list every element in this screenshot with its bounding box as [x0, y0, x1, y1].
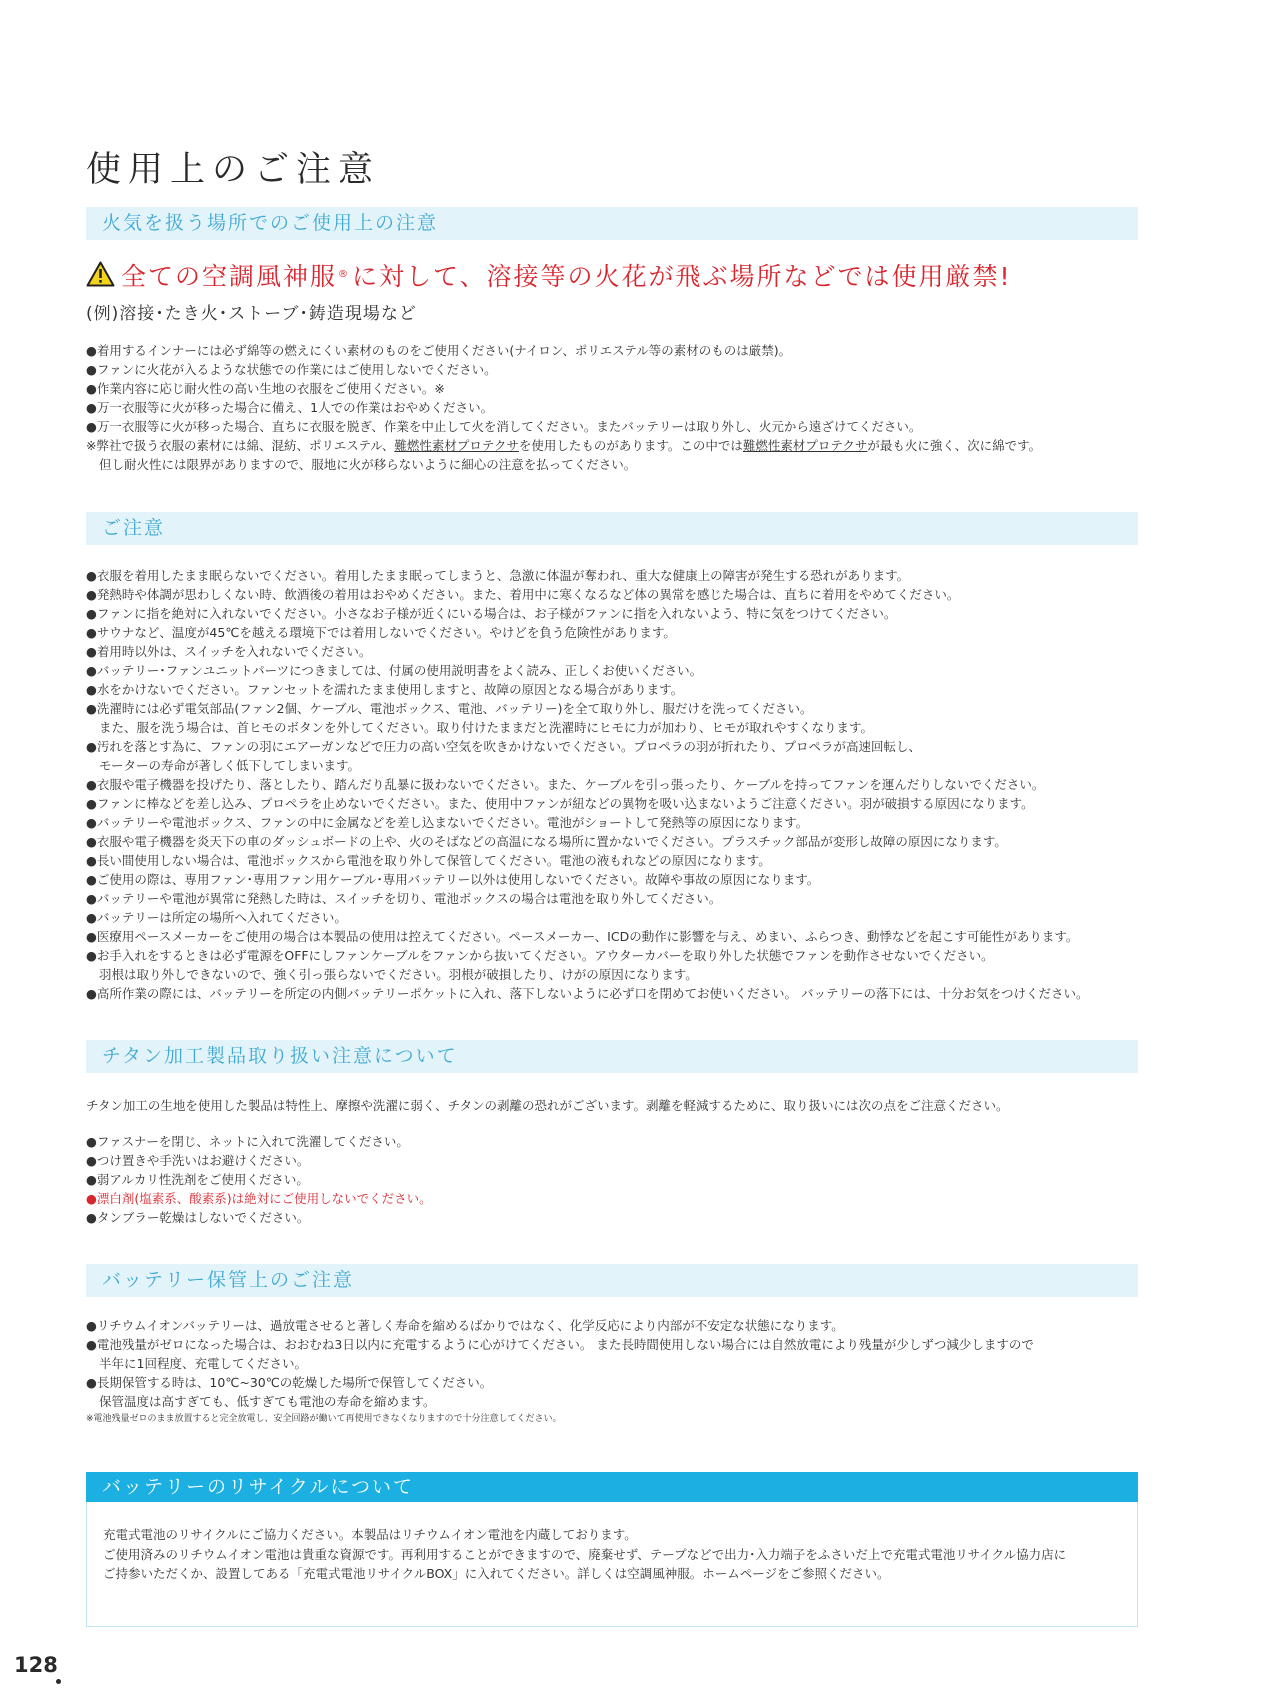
warning-triangle-icon: [86, 261, 115, 287]
list-item: ●万一衣服等に火が移った場合、直ちに衣服を脱ぎ、作業を中止して火を消してください。またバッテリーは取り外し、火元から遠ざけてください。: [86, 419, 922, 434]
list-item: ●長い間使用しない場合は、電池ボックスから電池を取り外して保管してください。電池の液もれなどの原因になります。: [86, 853, 771, 868]
recycle-line: ご使用済みのリチウムイオン電池は貴重な資源です。再利用することができますので、廃棄せず、テープなどで出力･入力端子をふさいだ上で充電式電池リサイクル協力店に: [103, 1546, 1067, 1562]
list-item-continuation: 半年に1回程度、充電してください。: [99, 1356, 307, 1371]
list-item: ●ご使用の際は、専用ファン･専用ファン用ケーブル･専用バッテリー以外は使用しないでください。故障や事故の原因になります。: [86, 872, 820, 887]
list-item-alert: ●漂白剤(塩素系、酸素系)は絶対にご使用しないでください。: [86, 1191, 432, 1206]
battery-list: [86, 1316, 1206, 1427]
list-item-continuation: 保管温度は高すぎても、低すぎても電池の寿命を縮めます。: [99, 1394, 436, 1409]
list-item: ●ファンに指を絶対に入れないでください。小さなお子様が近くにいる場合は、お子様がファンに指を入れないよう、特に気をつけてください。: [86, 606, 897, 621]
list-item: ●バッテリーは所定の場所へ入れてください。: [86, 910, 347, 925]
list-item: ●リチウムイオンバッテリーは、過放電させると著しく寿命を縮めるばかりではなく、化学反応により内部が不安定な状態になります。: [86, 1318, 844, 1333]
registered-mark: ®: [338, 269, 349, 280]
protexa-link[interactable]: 難燃性素材プロテクサ: [742, 438, 868, 453]
list-item: ●ファスナーを閉じ、ネットに入れて洗濯してください。: [86, 1134, 409, 1149]
recycle-line: ご持参いただくか、設置してある「充電式電池リサイクルBOX」に入れてください。詳しくは空調風神服。ホームページをご参照ください。: [103, 1566, 890, 1581]
page-number: 128: [14, 1653, 58, 1677]
list-item: ●電池残量がゼロになった場合は、おおむね3日以内に充電するように心がけてください。 また長時間使用しない場合には自然放電により残量が少しずつ減少しますので: [86, 1337, 1034, 1352]
list-item-continuation: 羽根は取り外しできないので、強く引っ張らないでください。羽根が破損したり、けがの原因になります。: [99, 967, 698, 982]
caution-list: [86, 566, 1206, 1003]
recycle-line: 充電式電池のリサイクルにご協力ください。本製品はリチウムイオン電池を内蔵しております。: [103, 1527, 637, 1542]
list-item: ●着用するインナーには必ず綿等の燃えにくい素材のものをご使用ください(ナイロン、ポリエステル等の素材のものは厳禁)。: [86, 343, 792, 358]
list-item: ●長期保管する時は、10℃~30℃の乾燥した場所で保管してください。: [86, 1375, 493, 1390]
list-item: ●高所作業の際には、バッテリーを所定の内側バッテリーポケットに入れ、落下しないように必ず口を閉めてお使いください。 バッテリーの落下には、十分お気をつけください。: [86, 986, 1089, 1001]
protexa-link[interactable]: 難燃性素材プロテクサ: [394, 438, 519, 453]
list-item: ●万一衣服等に火が移った場合に備え、1人での作業はおやめください。: [86, 400, 494, 415]
fire-example: (例)溶接･たき火･ストーブ･鋳造現場など: [86, 304, 417, 324]
list-item: ●着用時以外は、スイッチを入れないでください。: [86, 644, 372, 659]
recycle-box: [86, 1472, 1138, 1627]
titanium-intro: チタン加工の生地を使用した製品は特性上、摩擦や洗濯に弱く、チタンの剥離の恐れがございます。剥離を軽減するために、取り扱いには次の点をご注意ください。: [86, 1098, 1009, 1113]
list-item: ●バッテリーや電池が異常に発熱した時は、スイッチを切り、電池ボックスの場合は電池を取り外してください。: [86, 891, 722, 906]
fire-note-part: が最も火に強く、次に綿です。: [867, 438, 1042, 453]
list-item: ●サウナなど、温度が45℃を越える環境下では着用しないでください。やけどを負う危険性があります。: [86, 625, 676, 640]
list-item: ●汚れを落とす為に、ファンの羽にエアーガンなどで圧力の高い空気を吹きかけないでください。プロペラの羽が折れたり、プロペラが高速回転し、: [86, 739, 922, 754]
fire-note-part: ※弊社で扱う衣服の素材には綿、混紡、ポリエステル、: [86, 438, 395, 453]
fire-section-heading: 火気を扱う場所でのご使用上の注意: [86, 207, 1138, 240]
list-item: ●バッテリーや電池ボックス、ファンの中に金属などを差し込まないでください。電池がショートして発熱等の原因になります。: [86, 815, 809, 830]
list-item: ●発熱時や体調が思わしくない時、飲酒後の着用はおやめください。また、着用中に寒くなるなど体の異常を感じた場合は、直ちに着用をやめてください。: [86, 587, 960, 602]
list-item: ●衣服や電子機器を炎天下の車のダッシュボードの上や、火のそばなどの高温になる場所に置かないでください。プラスチック部品が変形し故障の原因になります。: [86, 834, 1007, 849]
list-item: ●水をかけないでください。ファンセットを濡れたまま使用しますと、故障の原因となる場合があります。: [86, 682, 684, 697]
list-item-continuation: また、服を洗う場合は、首ヒモのボタンを外してください。取り付けたままだと洗濯時にヒモに力が加わり、ヒモが取れやすくなります。: [99, 720, 874, 735]
titanium-list: [86, 1132, 1206, 1227]
list-item: ●お手入れをするときは必ず電源をOFFにしファンケーブルをファンから抜いてください。アウターカバーを取り外した状態でファンを動作させないでください。: [86, 948, 994, 963]
titanium-section-heading: チタン加工製品取り扱い注意について: [86, 1040, 1138, 1073]
battery-section-heading: バッテリー保管上のご注意: [86, 1264, 1138, 1297]
fire-warning-text-before: 全ての空調風神服: [121, 262, 338, 291]
fire-note-line2: 但し耐火性には限界がありますので、服地に火が移らないように細心の注意を払ってください。: [99, 457, 637, 472]
list-item: ●つけ置きや手洗いはお避けください。: [86, 1153, 310, 1168]
caution-section-heading: ご注意: [86, 512, 1138, 545]
page-title: 使用上のご注意: [86, 150, 381, 190]
fire-note-part: を使用したものがあります。この中では: [518, 438, 743, 453]
fire-caution-list: [86, 341, 1206, 474]
list-item-continuation: モーターの寿命が著しく低下してしまいます。: [99, 758, 361, 773]
list-item: ●ファンに棒などを差し込み、プロペラを止めないでください。また、使用中ファンが紐などの異物を吸い込まないようご注意ください。羽が破損する原因になります。: [86, 796, 1034, 811]
recycle-section-heading: バッテリーのリサイクルについて: [86, 1472, 1138, 1502]
fire-note: [86, 436, 1206, 455]
list-item: ●バッテリー･ファンユニットパーツにつきましては、付属の使用説明書をよく読み、正しくお使いください。: [86, 663, 703, 678]
list-item: ●衣服や電子機器を投げたり、落としたり、踏んだり乱暴に扱わないでください。また、ケーブルを引っ張ったり、ケーブルを持ってファンを運んだりしないでください。: [86, 777, 1045, 792]
list-item: ●医療用ペースメーカーをご使用の場合は本製品の使用は控えてください。ペースメーカー、ICDの動作に影響を与え、めまい、ふらつき、動悸などを起こす可能性があります。: [86, 929, 1079, 944]
list-item: ●衣服を着用したまま眠らないでください。着用したまま眠ってしまうと、急激に体温が奪われ、重大な健康上の障害が発生する恐れがあります。: [86, 568, 910, 583]
list-item: ●タンブラー乾燥はしないでください。: [86, 1210, 310, 1225]
fire-warning-text-after: に対して、溶接等の火花が飛ぶ場所などでは使用厳禁!: [352, 262, 1012, 291]
list-item: ●洗濯時には必ず電気部品(ファン2個、ケーブル、電池ボックス、電池、バッテリー)を全て取り外し、服だけを洗ってください。: [86, 701, 813, 716]
battery-footnote: ※電池残量ゼロのまま放置すると完全放電し、安全回路が働いて再使用できなくなりますので十分注意してください。: [86, 1414, 562, 1424]
list-item: ●ファンに火花が入るような状態での作業にはご使用しないでください。: [86, 362, 497, 377]
list-item: ●弱アルカリ性洗剤をご使用ください。: [86, 1172, 309, 1187]
fire-warning: [86, 257, 1012, 293]
list-item: ●作業内容に応じ耐火性の高い生地の衣服をご使用ください。※: [86, 381, 445, 396]
recycle-text: [103, 1525, 1066, 1584]
